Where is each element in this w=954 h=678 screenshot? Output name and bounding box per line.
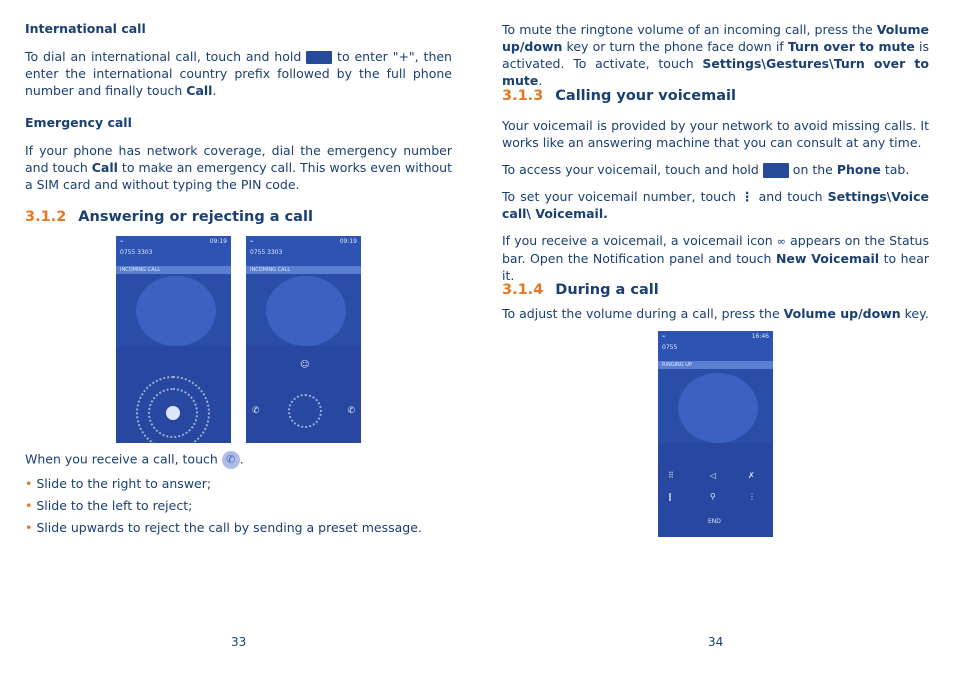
receive-call-text: When you receive a call, touch ✆ . bbox=[25, 451, 244, 469]
answer-icon: ✆ bbox=[347, 406, 355, 416]
more-icon: ⋮ bbox=[748, 492, 756, 501]
end-call-label: END bbox=[708, 518, 721, 525]
voicemail-paragraph-1: Your voicemail is provided by your network to avoid missing calls. It works like an answering machine that you can consult at any time. bbox=[502, 118, 929, 150]
mute-paragraph: To mute the ringtone volume of an incoming call, press the Volume up/down key or turn the phone face down if Turn over to mute is activated. To activate, touch Settings\Gestures\Turn over to mute. bbox=[502, 22, 929, 88]
speaker-icon: ◁ bbox=[710, 471, 717, 480]
call-handle-icon bbox=[166, 406, 180, 420]
voicemail-paragraph-3: To set your voicemail number, touch ⋮ and touch Settings\Voice call\ Voicemail. bbox=[502, 189, 929, 221]
page-number-right: 34 bbox=[708, 635, 724, 649]
section-3-1-3-heading: 3.1.3 Calling your voicemail bbox=[502, 88, 736, 104]
section-3-1-2-heading: 3.1.2 Answering or rejecting a call bbox=[25, 209, 313, 225]
incoming-call-screenshot-1: ⌁ 09:19 0755 3303 INCOMING CALL bbox=[116, 236, 231, 443]
dialpad-icon: ⠿ bbox=[668, 471, 674, 480]
list-item: • Slide to the right to answer; bbox=[25, 476, 212, 491]
mute-icon: ✗ bbox=[748, 471, 755, 480]
hold-icon: ‖ bbox=[668, 492, 672, 501]
during-call-screenshot: ⌁ 16:46 0755 RINGING UP ⠿ ◁ ✗ ‖ ⚲ ⋮ END bbox=[658, 331, 773, 537]
zero-key-icon bbox=[306, 51, 332, 64]
one-key-icon bbox=[763, 163, 789, 178]
emergency-paragraph: If your phone has network coverage, dial the emergency number and touch Call to make an emergency call. This works even without a SIM card and without typing the PIN code. bbox=[25, 143, 452, 192]
bullet-list bbox=[25, 473, 422, 539]
voicemail-paragraph-4: If you receive a voicemail, a voicemail icon ∞ appears on the Status bar. Open the Notification panel and touch New Voicemail to hear it. bbox=[502, 233, 929, 283]
intl-paragraph: To dial an international call, touch and hold to enter "+", then enter the international country prefix followed by the full phone number and finally touch Call. bbox=[25, 49, 452, 98]
message-icon: ☺ bbox=[300, 360, 310, 370]
voicemail-paragraph-2: To access your voicemail, touch and hold on the Phone tab. bbox=[502, 162, 910, 177]
call-handle-icon: ✆ bbox=[222, 451, 240, 469]
section-3-1-4-heading: 3.1.4 During a call bbox=[502, 282, 659, 298]
intl-heading: International call bbox=[25, 21, 146, 36]
add-call-icon: ⚲ bbox=[710, 492, 716, 501]
page-number-left: 33 bbox=[231, 635, 247, 649]
incoming-call-screenshot-2: ⌁ 09:19 0755 3303 INCOMING CALL ☺ ✆ ✆ bbox=[246, 236, 361, 443]
list-item: • Slide upwards to reject the call by sending a preset message. bbox=[25, 520, 422, 535]
more-options-icon: ⋮ bbox=[741, 189, 754, 204]
during-call-paragraph: To adjust the volume during a call, press the Volume up/down key. bbox=[502, 306, 929, 321]
emergency-heading: Emergency call bbox=[25, 115, 132, 130]
list-item: • Slide to the left to reject; bbox=[25, 498, 193, 513]
reject-icon: ✆ bbox=[252, 406, 260, 416]
voicemail-icon: ∞ bbox=[776, 235, 786, 248]
